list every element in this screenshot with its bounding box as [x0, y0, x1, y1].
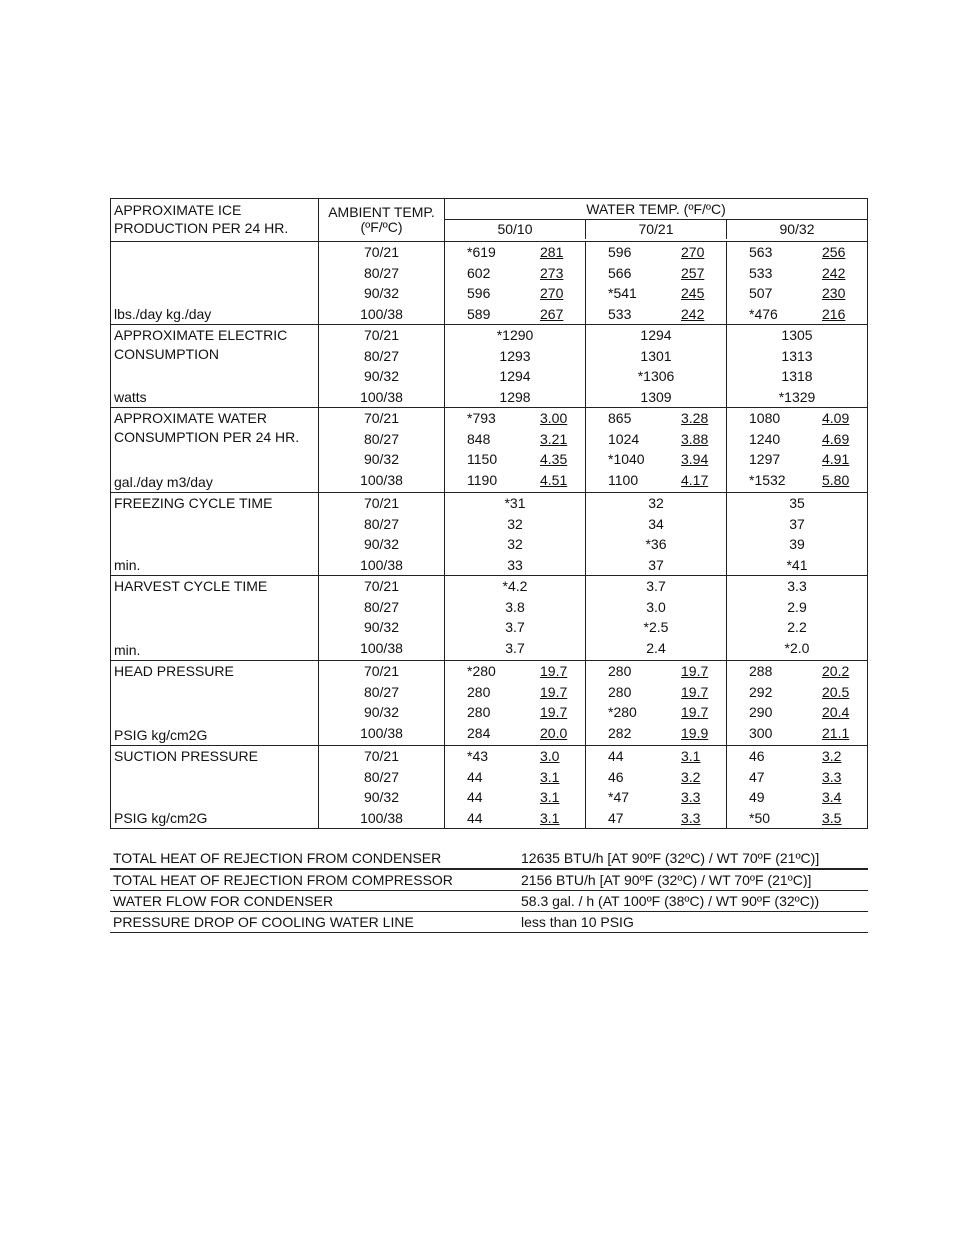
value-row — [445, 808, 585, 829]
water-temp-heading: WATER TEMP. (ºF/ºC) — [445, 199, 867, 220]
ambient-value: 90/32 — [363, 285, 400, 301]
value-imperial: 848 — [467, 430, 491, 447]
value-row — [445, 661, 585, 682]
value-row: 3.0 — [646, 598, 666, 615]
summary-key: TOTAL HEAT OF REJECTION FROM COMPRESSOR — [110, 869, 516, 891]
value-row: 37 — [789, 515, 805, 532]
value-metric: 267 — [540, 305, 564, 322]
value-imperial: 47 — [608, 809, 624, 826]
water-col-50-10: 50/10 — [497, 221, 533, 237]
value-metric: 256 — [822, 244, 846, 260]
value-imperial: 47 — [749, 768, 765, 785]
summary-row — [110, 891, 868, 912]
section-label: SUCTION PRESSURE — [114, 748, 258, 764]
value-column — [445, 576, 585, 660]
value-row: *2.0 — [784, 639, 810, 656]
value-imperial: 280 — [608, 663, 632, 679]
value-metric: 3.5 — [822, 809, 842, 826]
value-metric: 242 — [681, 305, 705, 322]
value-imperial: 566 — [608, 264, 632, 281]
value-metric: 20.4 — [822, 704, 850, 720]
value-row — [445, 263, 585, 284]
value-imperial: 563 — [749, 244, 773, 260]
value-row: *1329 — [778, 388, 816, 405]
value-imperial: 533 — [608, 305, 632, 322]
value-metric: 270 — [540, 285, 564, 301]
value-metric: 230 — [822, 285, 846, 301]
value-row: 1293 — [499, 347, 531, 364]
value-imperial: *619 — [467, 244, 496, 260]
value-metric: 3.1 — [540, 789, 560, 805]
ambient-value: 80/27 — [363, 598, 400, 615]
ambient-value: 70/21 — [363, 495, 400, 511]
value-metric: 19.7 — [540, 683, 568, 700]
value-row: *31 — [504, 495, 526, 511]
value-metric: 21.1 — [822, 724, 850, 741]
value-column — [726, 576, 867, 660]
summary-row — [110, 912, 868, 933]
value-imperial: 49 — [749, 789, 765, 805]
value-metric: 20.2 — [822, 663, 850, 679]
ambient-value: 100/38 — [360, 809, 403, 826]
value-imperial: 292 — [749, 683, 773, 700]
value-row: 1318 — [781, 368, 813, 384]
value-imperial: 44 — [467, 768, 483, 785]
value-metric: 19.7 — [681, 704, 709, 720]
value-row — [445, 470, 585, 491]
value-row: 2.4 — [646, 639, 666, 656]
value-imperial: 284 — [467, 724, 491, 741]
ambient-value: 100/38 — [360, 305, 403, 322]
value-metric: 242 — [822, 264, 846, 281]
value-imperial: *50 — [749, 809, 771, 826]
value-row — [727, 723, 867, 744]
value-imperial: 300 — [749, 724, 773, 741]
value-row: 2.2 — [787, 619, 807, 635]
value-row — [586, 682, 726, 703]
value-imperial: 596 — [467, 285, 491, 301]
header-row — [111, 199, 868, 242]
value-row: 32 — [648, 495, 664, 511]
value-row — [727, 808, 867, 829]
value-metric: 20.0 — [540, 724, 568, 741]
value-row: *1306 — [637, 368, 675, 384]
value-column — [726, 661, 867, 745]
value-imperial: *1532 — [749, 471, 786, 488]
ambient-value: 100/38 — [360, 471, 403, 488]
value-row: 1309 — [640, 388, 672, 405]
ambient-value: 90/32 — [363, 368, 400, 384]
value-row — [445, 242, 585, 263]
section-row — [111, 325, 868, 408]
value-column — [726, 408, 867, 492]
value-row: 1301 — [640, 347, 672, 364]
value-imperial: 44 — [608, 748, 624, 764]
value-imperial: 533 — [749, 264, 773, 281]
value-row: 32 — [507, 536, 523, 552]
value-metric: 3.3 — [822, 768, 842, 785]
ambient-cell — [319, 493, 445, 576]
value-imperial: 865 — [608, 410, 632, 426]
section-label-cell — [111, 661, 319, 746]
value-row: 37 — [648, 556, 664, 573]
section-label-cell — [111, 408, 319, 493]
value-row: 1298 — [499, 388, 531, 405]
value-column — [445, 408, 585, 492]
summary-key: PRESSURE DROP OF COOLING WATER LINE — [110, 912, 516, 933]
ambient-value: 90/32 — [363, 789, 400, 805]
value-row — [727, 767, 867, 788]
value-row: 2.9 — [787, 598, 807, 615]
value-row: 3.7 — [646, 578, 666, 594]
value-imperial: *476 — [749, 305, 778, 322]
section-unit: gal./day m3/day — [114, 474, 213, 490]
value-row — [445, 408, 585, 429]
summary-row — [110, 848, 868, 869]
ambient-value: 90/32 — [363, 451, 400, 467]
value-column — [585, 242, 726, 324]
value-row: 3.8 — [505, 598, 525, 615]
value-imperial: 1190 — [467, 471, 498, 488]
ambient-cell — [319, 242, 445, 325]
value-row — [445, 283, 585, 304]
value-metric: 4.91 — [822, 451, 850, 467]
value-row: 1305 — [781, 327, 813, 343]
ambient-cell — [319, 661, 445, 746]
section-unit: min. — [114, 557, 141, 573]
value-row — [586, 263, 726, 284]
section-label-cell — [111, 576, 319, 661]
section-label: HEAD PRESSURE — [114, 663, 234, 679]
ambient-cell — [319, 746, 445, 829]
value-column — [726, 325, 867, 407]
summary-key: WATER FLOW FOR CONDENSER — [110, 891, 516, 912]
section-label: HARVEST CYCLE TIME — [114, 578, 268, 594]
values-cell — [445, 408, 868, 493]
value-imperial: *280 — [608, 704, 637, 720]
value-imperial: 44 — [467, 809, 483, 826]
value-imperial: 46 — [749, 748, 765, 764]
value-metric: 4.35 — [540, 451, 568, 467]
value-metric: 3.1 — [681, 748, 701, 764]
value-row — [727, 408, 867, 429]
value-row — [586, 702, 726, 723]
value-metric: 19.7 — [540, 704, 568, 720]
value-column — [726, 493, 867, 575]
value-row — [586, 787, 726, 808]
header-label-cell — [111, 199, 319, 242]
section-label: FREEZING CYCLE TIME — [114, 495, 273, 511]
value-imperial: *280 — [467, 663, 496, 679]
value-imperial: 1100 — [608, 471, 639, 488]
value-row: 3.7 — [505, 619, 525, 635]
value-metric: 281 — [540, 244, 564, 260]
ambient-value: 80/27 — [363, 515, 400, 532]
value-row — [727, 283, 867, 304]
value-row — [445, 429, 585, 450]
value-row: 1294 — [499, 368, 531, 384]
heat-rejection-table — [110, 848, 868, 933]
value-metric: 5.80 — [822, 471, 850, 488]
section-row — [111, 242, 868, 325]
value-metric: 3.4 — [822, 789, 842, 805]
ambient-value: 70/21 — [363, 748, 400, 764]
value-imperial: 1297 — [749, 451, 781, 467]
summary-row — [110, 869, 868, 891]
value-imperial: *43 — [467, 748, 489, 764]
value-metric: 4.51 — [540, 471, 568, 488]
summary-value: less than 10 PSIG — [516, 912, 868, 933]
water-col-70-21: 70/21 — [585, 220, 726, 239]
value-column — [585, 576, 726, 660]
value-row: 1313 — [781, 347, 813, 364]
value-row — [727, 242, 867, 263]
value-metric: 3.3 — [681, 789, 701, 805]
value-metric: 3.0 — [540, 748, 560, 764]
water-col-90-32: 90/32 — [726, 220, 867, 239]
value-metric: 3.94 — [681, 451, 709, 467]
value-imperial: 44 — [467, 789, 483, 805]
value-row — [727, 787, 867, 808]
value-row: *1290 — [496, 327, 534, 343]
value-metric: 3.3 — [681, 809, 701, 826]
value-row — [586, 746, 726, 767]
section-unit: watts — [114, 389, 147, 405]
value-imperial: 46 — [608, 768, 624, 785]
ambient-value: 90/32 — [363, 536, 400, 552]
values-cell — [445, 242, 868, 325]
ambient-value: 80/27 — [363, 347, 400, 364]
summary-key: TOTAL HEAT OF REJECTION FROM CONDENSER — [110, 848, 516, 869]
value-row — [586, 808, 726, 829]
value-row: 1294 — [640, 327, 672, 343]
value-column — [445, 325, 585, 407]
value-column — [445, 746, 585, 828]
summary-value: 2156 BTU/h [AT 90ºF (32ºC) / WT 70ºF (21ºC)] — [516, 869, 868, 891]
ambient-value: 100/38 — [360, 724, 403, 741]
value-row — [445, 787, 585, 808]
value-metric: 3.28 — [681, 410, 709, 426]
values-cell — [445, 576, 868, 661]
value-metric: 19.7 — [681, 663, 709, 679]
ambient-value: 100/38 — [360, 388, 403, 405]
value-imperial: 290 — [749, 704, 773, 720]
value-row — [586, 408, 726, 429]
value-row — [727, 661, 867, 682]
value-row — [586, 304, 726, 325]
value-column — [585, 661, 726, 745]
value-row: 39 — [789, 536, 805, 552]
ambient-cell — [319, 408, 445, 493]
section-label-cell — [111, 493, 319, 576]
value-imperial: 288 — [749, 663, 773, 679]
ambient-value: 70/21 — [363, 327, 400, 343]
value-metric: 3.21 — [540, 430, 568, 447]
summary-value: 58.3 gal. / h (AT 100ºF (38ºC) / WT 90ºF (32ºC)) — [516, 891, 868, 912]
header-ambient-cell — [319, 199, 445, 242]
section-label-ice-production: APPROXIMATE ICE PRODUCTION PER 24 HR. — [114, 202, 289, 236]
value-column — [726, 242, 867, 324]
value-row: *2.5 — [643, 619, 669, 635]
value-row — [445, 702, 585, 723]
ambient-temp-units: (ºF/ºC) — [360, 219, 403, 235]
value-metric: 270 — [681, 244, 705, 260]
value-imperial: 507 — [749, 285, 773, 301]
value-metric: 4.69 — [822, 430, 850, 447]
ambient-value: 70/21 — [363, 663, 400, 679]
value-metric: 3.2 — [681, 768, 701, 785]
section-label: APPROXIMATE ELECTRIC CONSUMPTION — [114, 327, 288, 362]
value-row — [586, 661, 726, 682]
value-imperial: 280 — [608, 683, 632, 700]
value-metric: 3.1 — [540, 809, 560, 826]
value-imperial: *1040 — [608, 451, 645, 467]
value-row — [445, 767, 585, 788]
value-metric: 273 — [540, 264, 564, 281]
value-metric: 245 — [681, 285, 705, 301]
value-row — [586, 242, 726, 263]
value-row — [586, 449, 726, 470]
value-imperial: *793 — [467, 410, 496, 426]
value-row: 35 — [789, 495, 805, 511]
value-row — [727, 429, 867, 450]
value-row: 3.7 — [505, 639, 525, 656]
value-row: 32 — [507, 515, 523, 532]
value-row — [586, 429, 726, 450]
value-row — [445, 723, 585, 744]
value-metric: 3.00 — [540, 410, 568, 426]
value-row: *36 — [645, 536, 667, 552]
ambient-value: 90/32 — [363, 704, 400, 720]
section-unit: lbs./day kg./day — [114, 306, 212, 322]
section-row — [111, 576, 868, 661]
ambient-value: 90/32 — [363, 619, 400, 635]
value-metric: 3.1 — [540, 768, 560, 785]
ambient-cell — [319, 325, 445, 408]
section-unit: PSIG kg/cm2G — [114, 810, 208, 826]
value-row — [727, 682, 867, 703]
section-row — [111, 746, 868, 829]
value-column — [726, 746, 867, 828]
section-label-cell — [111, 242, 319, 325]
value-metric: 19.9 — [681, 724, 709, 741]
value-imperial: 589 — [467, 305, 491, 322]
section-row — [111, 408, 868, 493]
value-imperial: 1024 — [608, 430, 640, 447]
section-label-cell — [111, 746, 319, 829]
ambient-value: 100/38 — [360, 556, 403, 573]
value-row — [445, 746, 585, 767]
values-cell — [445, 325, 868, 408]
ambient-value: 80/27 — [363, 683, 400, 700]
value-metric: 19.7 — [540, 663, 568, 679]
value-column — [445, 661, 585, 745]
value-row: 34 — [648, 515, 664, 532]
value-metric: 3.88 — [681, 430, 709, 447]
value-row — [727, 304, 867, 325]
value-column — [445, 242, 585, 324]
value-row — [727, 470, 867, 491]
value-imperial: 280 — [467, 704, 491, 720]
ambient-value: 100/38 — [360, 639, 403, 656]
value-metric: 257 — [681, 264, 705, 281]
value-row — [445, 682, 585, 703]
value-imperial: 1240 — [749, 430, 781, 447]
value-imperial: 596 — [608, 244, 632, 260]
value-metric: 20.5 — [822, 683, 850, 700]
values-cell — [445, 493, 868, 576]
ambient-value: 80/27 — [363, 430, 400, 447]
ambient-cell — [319, 576, 445, 661]
section-unit: PSIG kg/cm2G — [114, 727, 208, 743]
value-row — [586, 470, 726, 491]
value-metric: 216 — [822, 305, 846, 322]
value-column — [585, 325, 726, 407]
value-row: *41 — [786, 556, 808, 573]
value-row: *4.2 — [502, 578, 528, 594]
ambient-temp-heading: AMBIENT TEMP. — [328, 204, 435, 220]
value-row — [727, 746, 867, 767]
ambient-value: 80/27 — [363, 768, 400, 785]
value-column — [585, 746, 726, 828]
header-water-cell — [445, 199, 868, 242]
value-row — [586, 283, 726, 304]
value-imperial: 1150 — [467, 451, 498, 467]
section-row — [111, 493, 868, 576]
performance-table — [110, 198, 868, 829]
value-row — [445, 449, 585, 470]
value-column — [445, 493, 585, 575]
ambient-value: 70/21 — [363, 410, 400, 426]
section-unit: min. — [114, 642, 141, 658]
values-cell — [445, 661, 868, 746]
value-row — [727, 449, 867, 470]
value-column — [585, 493, 726, 575]
value-row — [586, 767, 726, 788]
ambient-value: 70/21 — [363, 578, 400, 594]
value-column — [585, 408, 726, 492]
values-cell — [445, 746, 868, 829]
value-row — [445, 304, 585, 325]
value-row — [727, 702, 867, 723]
value-imperial: 282 — [608, 724, 632, 741]
value-row: 3.3 — [787, 578, 807, 594]
value-imperial: 602 — [467, 264, 491, 281]
value-imperial: *47 — [608, 789, 630, 805]
value-imperial: 1080 — [749, 410, 781, 426]
value-row: 33 — [507, 556, 523, 573]
section-row — [111, 661, 868, 746]
value-metric: 4.09 — [822, 410, 850, 426]
section-label-cell — [111, 325, 319, 408]
value-metric: 19.7 — [681, 683, 709, 700]
value-imperial: *541 — [608, 285, 637, 301]
ambient-value: 70/21 — [363, 244, 400, 260]
value-row — [727, 263, 867, 284]
summary-value: 12635 BTU/h [AT 90ºF (32ºC) / WT 70ºF (21ºC)] — [516, 848, 868, 869]
value-imperial: 280 — [467, 683, 491, 700]
ambient-value: 80/27 — [363, 264, 400, 281]
value-metric: 4.17 — [681, 471, 709, 488]
value-row — [586, 723, 726, 744]
section-label: APPROXIMATE WATER CONSUMPTION PER 24 HR. — [114, 410, 300, 445]
value-metric: 3.2 — [822, 748, 842, 764]
